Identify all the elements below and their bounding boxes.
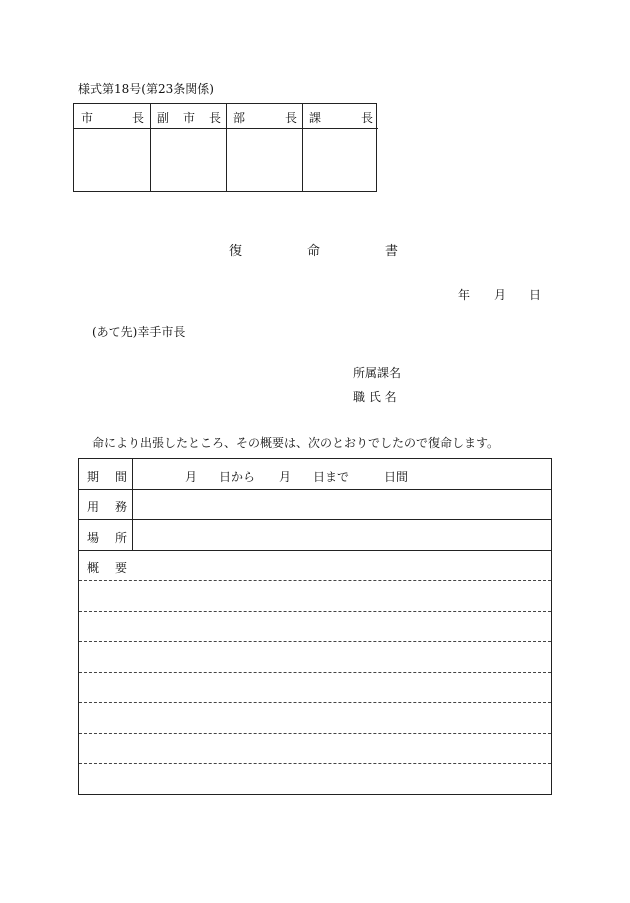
- duty-label-char: 務: [115, 500, 128, 514]
- approval-column-mayor: [74, 104, 150, 191]
- document-title-char-2: 命: [307, 244, 321, 259]
- period-row: [79, 459, 551, 490]
- date-day-label: 日: [529, 288, 542, 302]
- name-label: 職 氏 名: [353, 390, 397, 404]
- period-label-char: 期: [87, 470, 100, 484]
- period-month-start: 月: [185, 470, 198, 484]
- period-month-end: 月: [279, 470, 292, 484]
- department-label: 所属課名: [353, 366, 402, 380]
- summary-ruled-line: [79, 641, 551, 642]
- duty-label: [79, 489, 133, 519]
- date-month-label: 月: [494, 288, 507, 302]
- addressee: (あて先)幸手市長: [92, 325, 186, 339]
- place-label-char: 場: [87, 531, 100, 545]
- approval-header-char: 長: [285, 111, 298, 125]
- approval-column-section-chief: [302, 104, 378, 191]
- report-table: [78, 458, 552, 795]
- duty-label-char: 用: [87, 500, 100, 514]
- place-label-char: 所: [115, 531, 128, 545]
- summary-label-char: 概: [87, 561, 100, 575]
- summary-ruled-line: [79, 733, 551, 734]
- period-label: [79, 459, 133, 489]
- form-number: 様式第18号(第23条関係): [78, 82, 214, 96]
- approval-header-deputy-mayor: [151, 104, 226, 129]
- date-year-label: 年: [458, 288, 471, 302]
- document-title-char-1: 復: [229, 244, 243, 259]
- period-days: 日間: [384, 470, 409, 484]
- document-title-char-3: 書: [385, 244, 399, 259]
- summary-header: [79, 550, 551, 580]
- approval-header-char: 市: [183, 111, 196, 125]
- period-until: 日まで: [313, 470, 350, 484]
- approval-header-char: 長: [209, 111, 222, 125]
- approval-header-char: 長: [132, 111, 145, 125]
- place-row: [79, 520, 551, 551]
- duty-row: [79, 489, 551, 520]
- approval-header-char: 課: [309, 111, 322, 125]
- summary-label-char: 要: [115, 561, 128, 575]
- approval-column-deputy-mayor: [150, 104, 226, 191]
- summary-ruled-line: [79, 672, 551, 673]
- summary-ruled-line: [79, 763, 551, 764]
- approval-stamp-table: [73, 103, 377, 192]
- approval-header-char: 副: [157, 111, 170, 125]
- summary-ruled-line: [79, 702, 551, 703]
- period-from: 日から: [219, 470, 256, 484]
- summary-ruled-line: [79, 611, 551, 612]
- approval-header-section-chief: [303, 104, 378, 129]
- approval-header-director: [227, 104, 302, 129]
- approval-header-char: 市: [81, 111, 94, 125]
- place-label: [79, 520, 133, 550]
- approval-header-char: 長: [361, 111, 374, 125]
- approval-column-director: [226, 104, 302, 191]
- intro-text: 命により出張したところ、その概要は、次のとおりでしたので復命します。: [92, 436, 500, 450]
- summary-ruled-line: [79, 580, 551, 581]
- period-label-char: 間: [115, 470, 128, 484]
- approval-header-char: 部: [233, 111, 246, 125]
- approval-header-mayor: [74, 104, 150, 129]
